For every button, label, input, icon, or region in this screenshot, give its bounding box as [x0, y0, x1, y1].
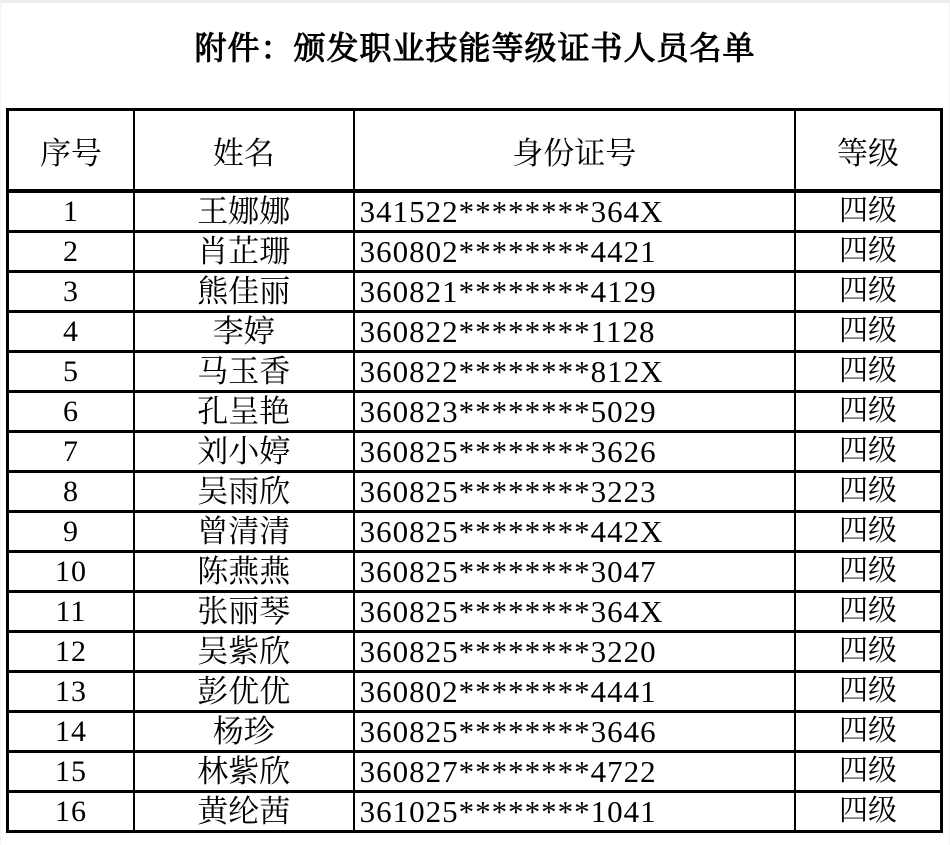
table-row: [8, 632, 942, 672]
cell-no: 3: [8, 272, 134, 312]
cell-no: 14: [8, 712, 134, 752]
cell-no: 6: [8, 392, 134, 432]
cell-name: 张丽琴: [134, 592, 354, 632]
cell-no: 11: [8, 592, 134, 632]
cell-name: 吴紫欣: [134, 632, 354, 672]
cell-name: 李婷: [134, 312, 354, 352]
table-row: [8, 512, 942, 552]
cell-level: 四级: [795, 272, 942, 312]
cell-id-number: 360821********4129: [354, 272, 795, 312]
column-header-level: 等级: [795, 110, 942, 192]
cell-level: 四级: [795, 712, 942, 752]
cell-no: 4: [8, 312, 134, 352]
table-row: [8, 392, 942, 432]
cell-name: 孔呈艳: [134, 392, 354, 432]
cell-no: 12: [8, 632, 134, 672]
cell-level: 四级: [795, 632, 942, 672]
table-row: [8, 552, 942, 592]
cell-id-number: 341522********364X: [354, 191, 795, 232]
cell-name: 熊佳丽: [134, 272, 354, 312]
cell-id-number: 360802********4421: [354, 232, 795, 272]
cell-id-number: 360802********4441: [354, 672, 795, 712]
table-row: [8, 752, 942, 792]
cell-id-number: 360827********4722: [354, 752, 795, 792]
cell-no: 15: [8, 752, 134, 792]
cell-id-number: 360823********5029: [354, 392, 795, 432]
cell-level: 四级: [795, 512, 942, 552]
cell-level: 四级: [795, 472, 942, 512]
cell-no: 16: [8, 792, 134, 832]
cell-id-number: 360825********3047: [354, 552, 795, 592]
table-row: [8, 191, 942, 232]
cell-level: 四级: [795, 592, 942, 632]
cell-id-number: 360825********3220: [354, 632, 795, 672]
table-row: [8, 272, 942, 312]
cell-id-number: 360822********1128: [354, 312, 795, 352]
table-row: [8, 792, 942, 832]
table-row: [8, 432, 942, 472]
table-row: [8, 312, 942, 352]
cell-level: 四级: [795, 191, 942, 232]
cell-level: 四级: [795, 312, 942, 352]
cell-id-number: 361025********1041: [354, 792, 795, 832]
table-row: [8, 352, 942, 392]
cell-id-number: 360825********442X: [354, 512, 795, 552]
cell-level: 四级: [795, 392, 942, 432]
table-header: [8, 110, 942, 192]
column-header-id-number: 身份证号: [354, 110, 795, 192]
cell-name: 陈燕燕: [134, 552, 354, 592]
cell-no: 8: [8, 472, 134, 512]
cell-name: 杨珍: [134, 712, 354, 752]
cell-name: 刘小婷: [134, 432, 354, 472]
cell-no: 1: [8, 191, 134, 232]
cell-level: 四级: [795, 552, 942, 592]
cell-id-number: 360825********3626: [354, 432, 795, 472]
cell-name: 吴雨欣: [134, 472, 354, 512]
cell-id-number: 360822********812X: [354, 352, 795, 392]
cell-name: 彭优优: [134, 672, 354, 712]
cell-name: 黄纶茜: [134, 792, 354, 832]
cell-id-number: 360825********3223: [354, 472, 795, 512]
table-header-row: [8, 110, 942, 192]
cell-level: 四级: [795, 432, 942, 472]
table-body: [8, 191, 942, 832]
cell-name: 肖芷珊: [134, 232, 354, 272]
page-title: 附件：颁发职业技能等级证书人员名单: [194, 30, 756, 66]
cell-level: 四级: [795, 672, 942, 712]
column-header-no: 序号: [8, 110, 134, 192]
table-row: [8, 712, 942, 752]
table-row: [8, 232, 942, 272]
cell-no: 13: [8, 672, 134, 712]
cell-no: 7: [8, 432, 134, 472]
cell-no: 2: [8, 232, 134, 272]
cell-no: 9: [8, 512, 134, 552]
cell-name: 马玉香: [134, 352, 354, 392]
cell-id-number: 360825********364X: [354, 592, 795, 632]
certificate-roster-table: [6, 108, 943, 833]
cell-name: 王娜娜: [134, 191, 354, 232]
cell-level: 四级: [795, 752, 942, 792]
cell-no: 10: [8, 552, 134, 592]
cell-no: 5: [8, 352, 134, 392]
cell-level: 四级: [795, 232, 942, 272]
table-row: [8, 592, 942, 632]
cell-name: 曾清清: [134, 512, 354, 552]
table-row: [8, 672, 942, 712]
cell-level: 四级: [795, 352, 942, 392]
column-header-name: 姓名: [134, 110, 354, 192]
cell-name: 林紫欣: [134, 752, 354, 792]
cell-level: 四级: [795, 792, 942, 832]
cell-id-number: 360825********3646: [354, 712, 795, 752]
table-row: [8, 472, 942, 512]
